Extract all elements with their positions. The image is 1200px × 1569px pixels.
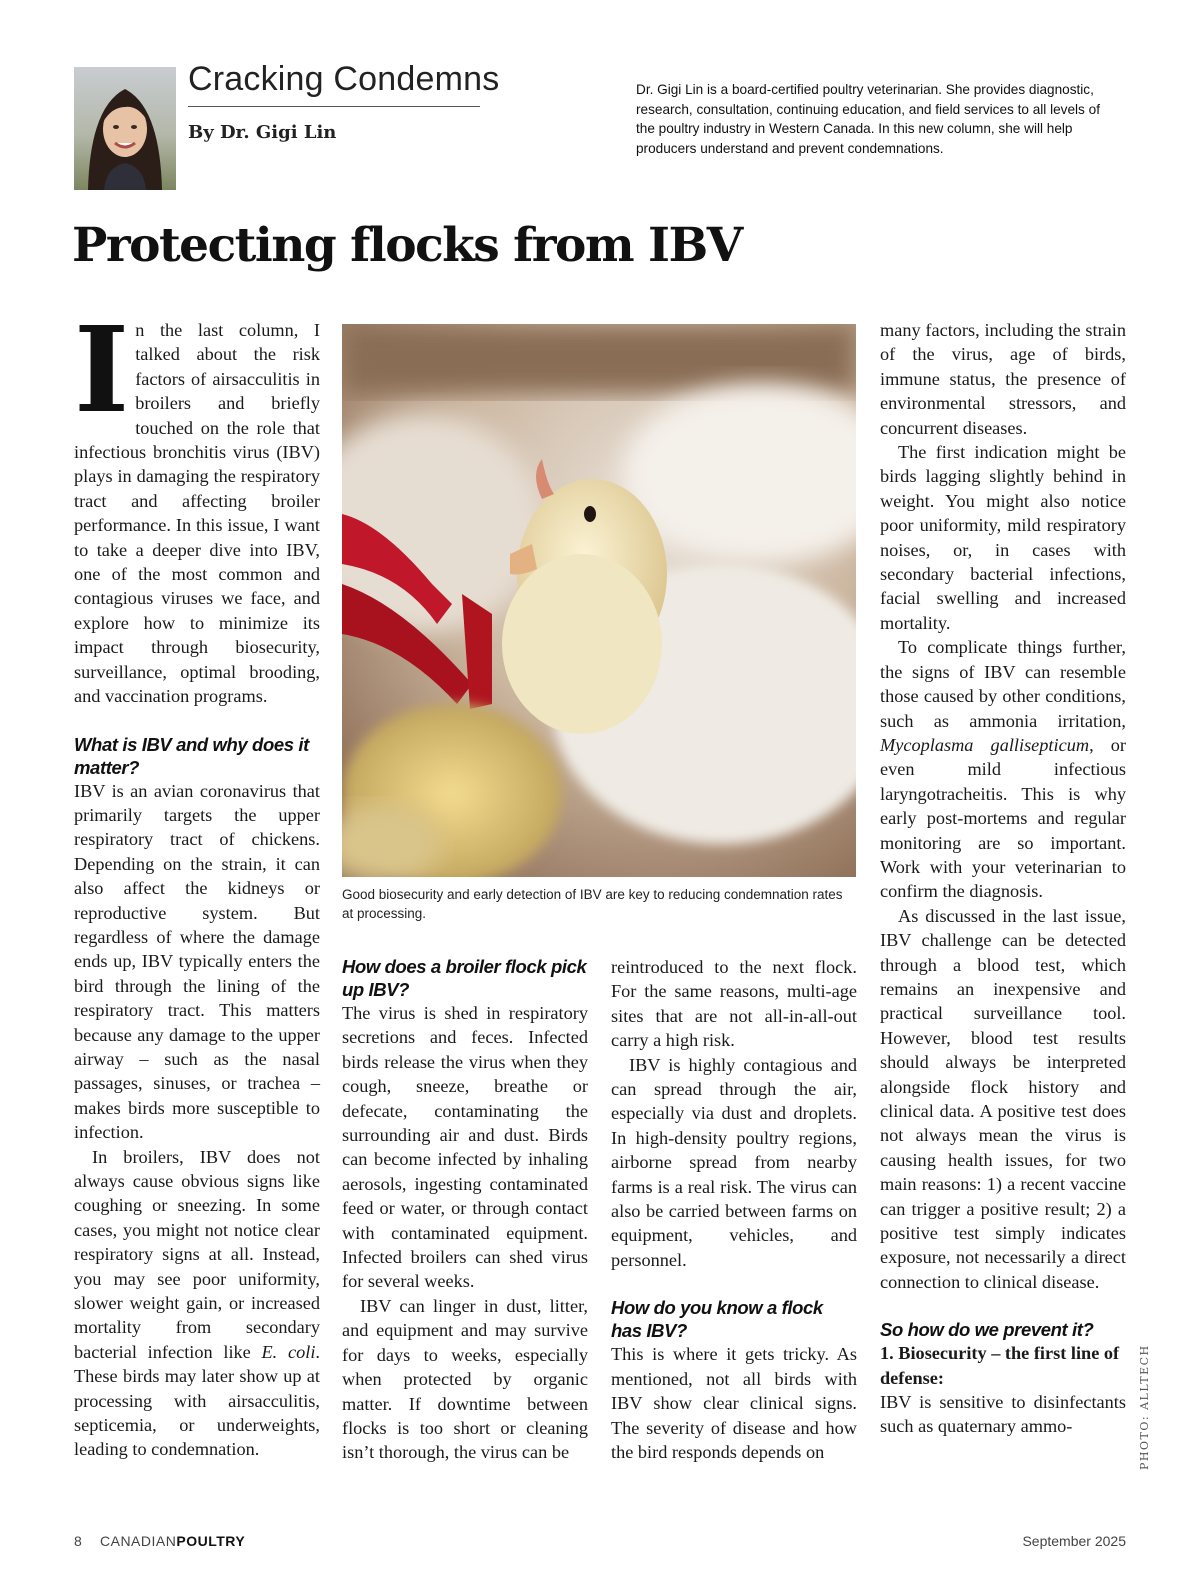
paragraph: To complicate things further, the signs of IBV can resemble those caused by other conditions, such as ammonia irritation, Mycoplasma gallisepticum, or even mild infectious laryngotracheitis. This is why early post-mortems and regular monitoring are so important. Work with your veterinarian to confirm the diagnosis. <box>880 637 1126 902</box>
issue-date: September 2025 <box>1022 1533 1126 1549</box>
paragraph: many factors, including the strain of the virus, age of birds, immune status, the presence of environmental stressors, and concurrent diseases. <box>880 320 1126 438</box>
paragraph: As discussed in the last issue, IBV challenge can be detected through a blood test, which remains an inexpensive and practical surveillance tool. However, blood test results should always be interpreted alongside flock history and clinical data. A positive test does not always mean the virus is causing health issues, for two main reasons: 1) a recent vaccine can trigger a positive result; 2) a positive test simply indicates exposure, not necessarily a direct connection to clinical disease. <box>880 905 1126 1292</box>
article-column-3 <box>611 955 857 1464</box>
paragraph: The first indication might be birds lagging slightly behind in weight. You might also notice poor uniformity, mild respiratory noises, or, in cases with secondary bacterial infections, facial swelling and increased mortality. <box>880 442 1126 633</box>
paragraph: IBV is an avian coronavirus that primarily targets the upper respiratory tract of chickens. Depending on the strain, it can also affect the kidneys or reproductive system. But regardless of where the damage ends up, IBV typically enters the bird through the lining of the respiratory tract. This matters because any damage to the upper airway – such as the nasal passages, sinuses, or trachea – makes birds more susceptible to infection. <box>74 780 320 1143</box>
paragraph: IBV is highly contagious and can spread through the air, especially via dust and droplets. In high-density poultry regions, airborne spread from nearby farms is a real risk. The virus can also be carried between farms on equipment, vehicles, and personnel. <box>611 1054 857 1270</box>
author-bio: Dr. Gigi Lin is a board-certified poultry veterinarian. She provides diagnostic, research, consultation, continuing education, and field services to all levels of the poultry industry in Western Canada. In this new column, she will help producers understand and prevent condemnations. <box>636 82 1100 156</box>
author-photo <box>74 67 176 190</box>
article-column-2 <box>342 955 588 1465</box>
photo-caption: Good biosecurity and early detection of IBV are key to reducing condemnation rates at processing. <box>342 887 843 921</box>
subhead-how-know: How do you know a flock has IBV? <box>611 1297 823 1342</box>
paragraph: The virus is shed in respiratory secretions and feces. Infected birds release the virus when they cough, sneeze, breathe or defecate, contaminating the surrounding air and dust. Birds can become infected by inhaling aerosols, ingesting contaminated feed or water, or through contact with contaminated equipment. Infected broilers can shed virus for several weeks. <box>342 1003 588 1292</box>
paragraph: This is where it gets tricky. As mentioned, not all birds with IBV show clear clinical signs. The severity of disease and how the bird responds depends on <box>611 1344 857 1462</box>
biosecurity-heading: 1. Biosecurity – the first line of defense: <box>880 1343 1120 1388</box>
subhead-what-is-ibv: What is IBV and why does it matter? <box>74 733 309 778</box>
paragraph: IBV is sensitive to disinfectants such as quaternary ammo- <box>880 1392 1126 1437</box>
byline: By Dr. Gigi Lin <box>188 122 337 143</box>
subhead-how-pick-up: How does a broiler flock pick up IBV? <box>342 956 587 1000</box>
paragraph: IBV can linger in dust, litter, and equipment and may survive for days to weeks, especially when protected by organic matter. If downtime between flocks is too short or cleaning isn’t thorough, the virus can be <box>342 1295 588 1463</box>
article-column-1 <box>74 300 320 1462</box>
intro-paragraph: In the last column, I talked about the risk factors of airsacculitis in broilers and briefly touched on the role that infectious bronchitis virus (IBV) plays in damaging the respiratory tract and affecting broiler performance. In this issue, I want to take a deeper dive into IBV, one of the most common and contagious viruses we face, and explore how to minimize its impact through biosecurity, surveillance, optimal brooding, and vaccination programs. <box>74 300 320 707</box>
article-photo-chicks <box>342 324 856 877</box>
column-rule <box>188 106 480 107</box>
paragraph: In broilers, IBV does not always cause obvious signs like coughing or sneezing. In some cases, you might not notice clear respiratory signs at all. Instead, you may see poor uniformity, slower weight gain, or increased mortality from secondary bacterial infection like E. coli. These birds may later show up at processing with airsacculitis, septicemia, or underweights, leading to condemnation. <box>74 1146 320 1460</box>
page-number: 8 <box>74 1533 82 1549</box>
drop-cap: I <box>74 300 130 439</box>
subhead-prevent: So how do we prevent it? <box>880 1319 1094 1341</box>
column-name: Cracking Condemns <box>188 60 500 98</box>
photo-credit: PHOTO: ALLTECH <box>1138 1344 1151 1470</box>
paragraph: reintroduced to the next flock. For the same reasons, multi-age sites that are not all-in-all-out carry a high risk. <box>611 957 857 1051</box>
article-headline: Protecting flocks from IBV <box>72 218 742 273</box>
magazine-name: CANADIANPOULTRY <box>100 1533 246 1549</box>
article-column-4 <box>880 318 1126 1439</box>
